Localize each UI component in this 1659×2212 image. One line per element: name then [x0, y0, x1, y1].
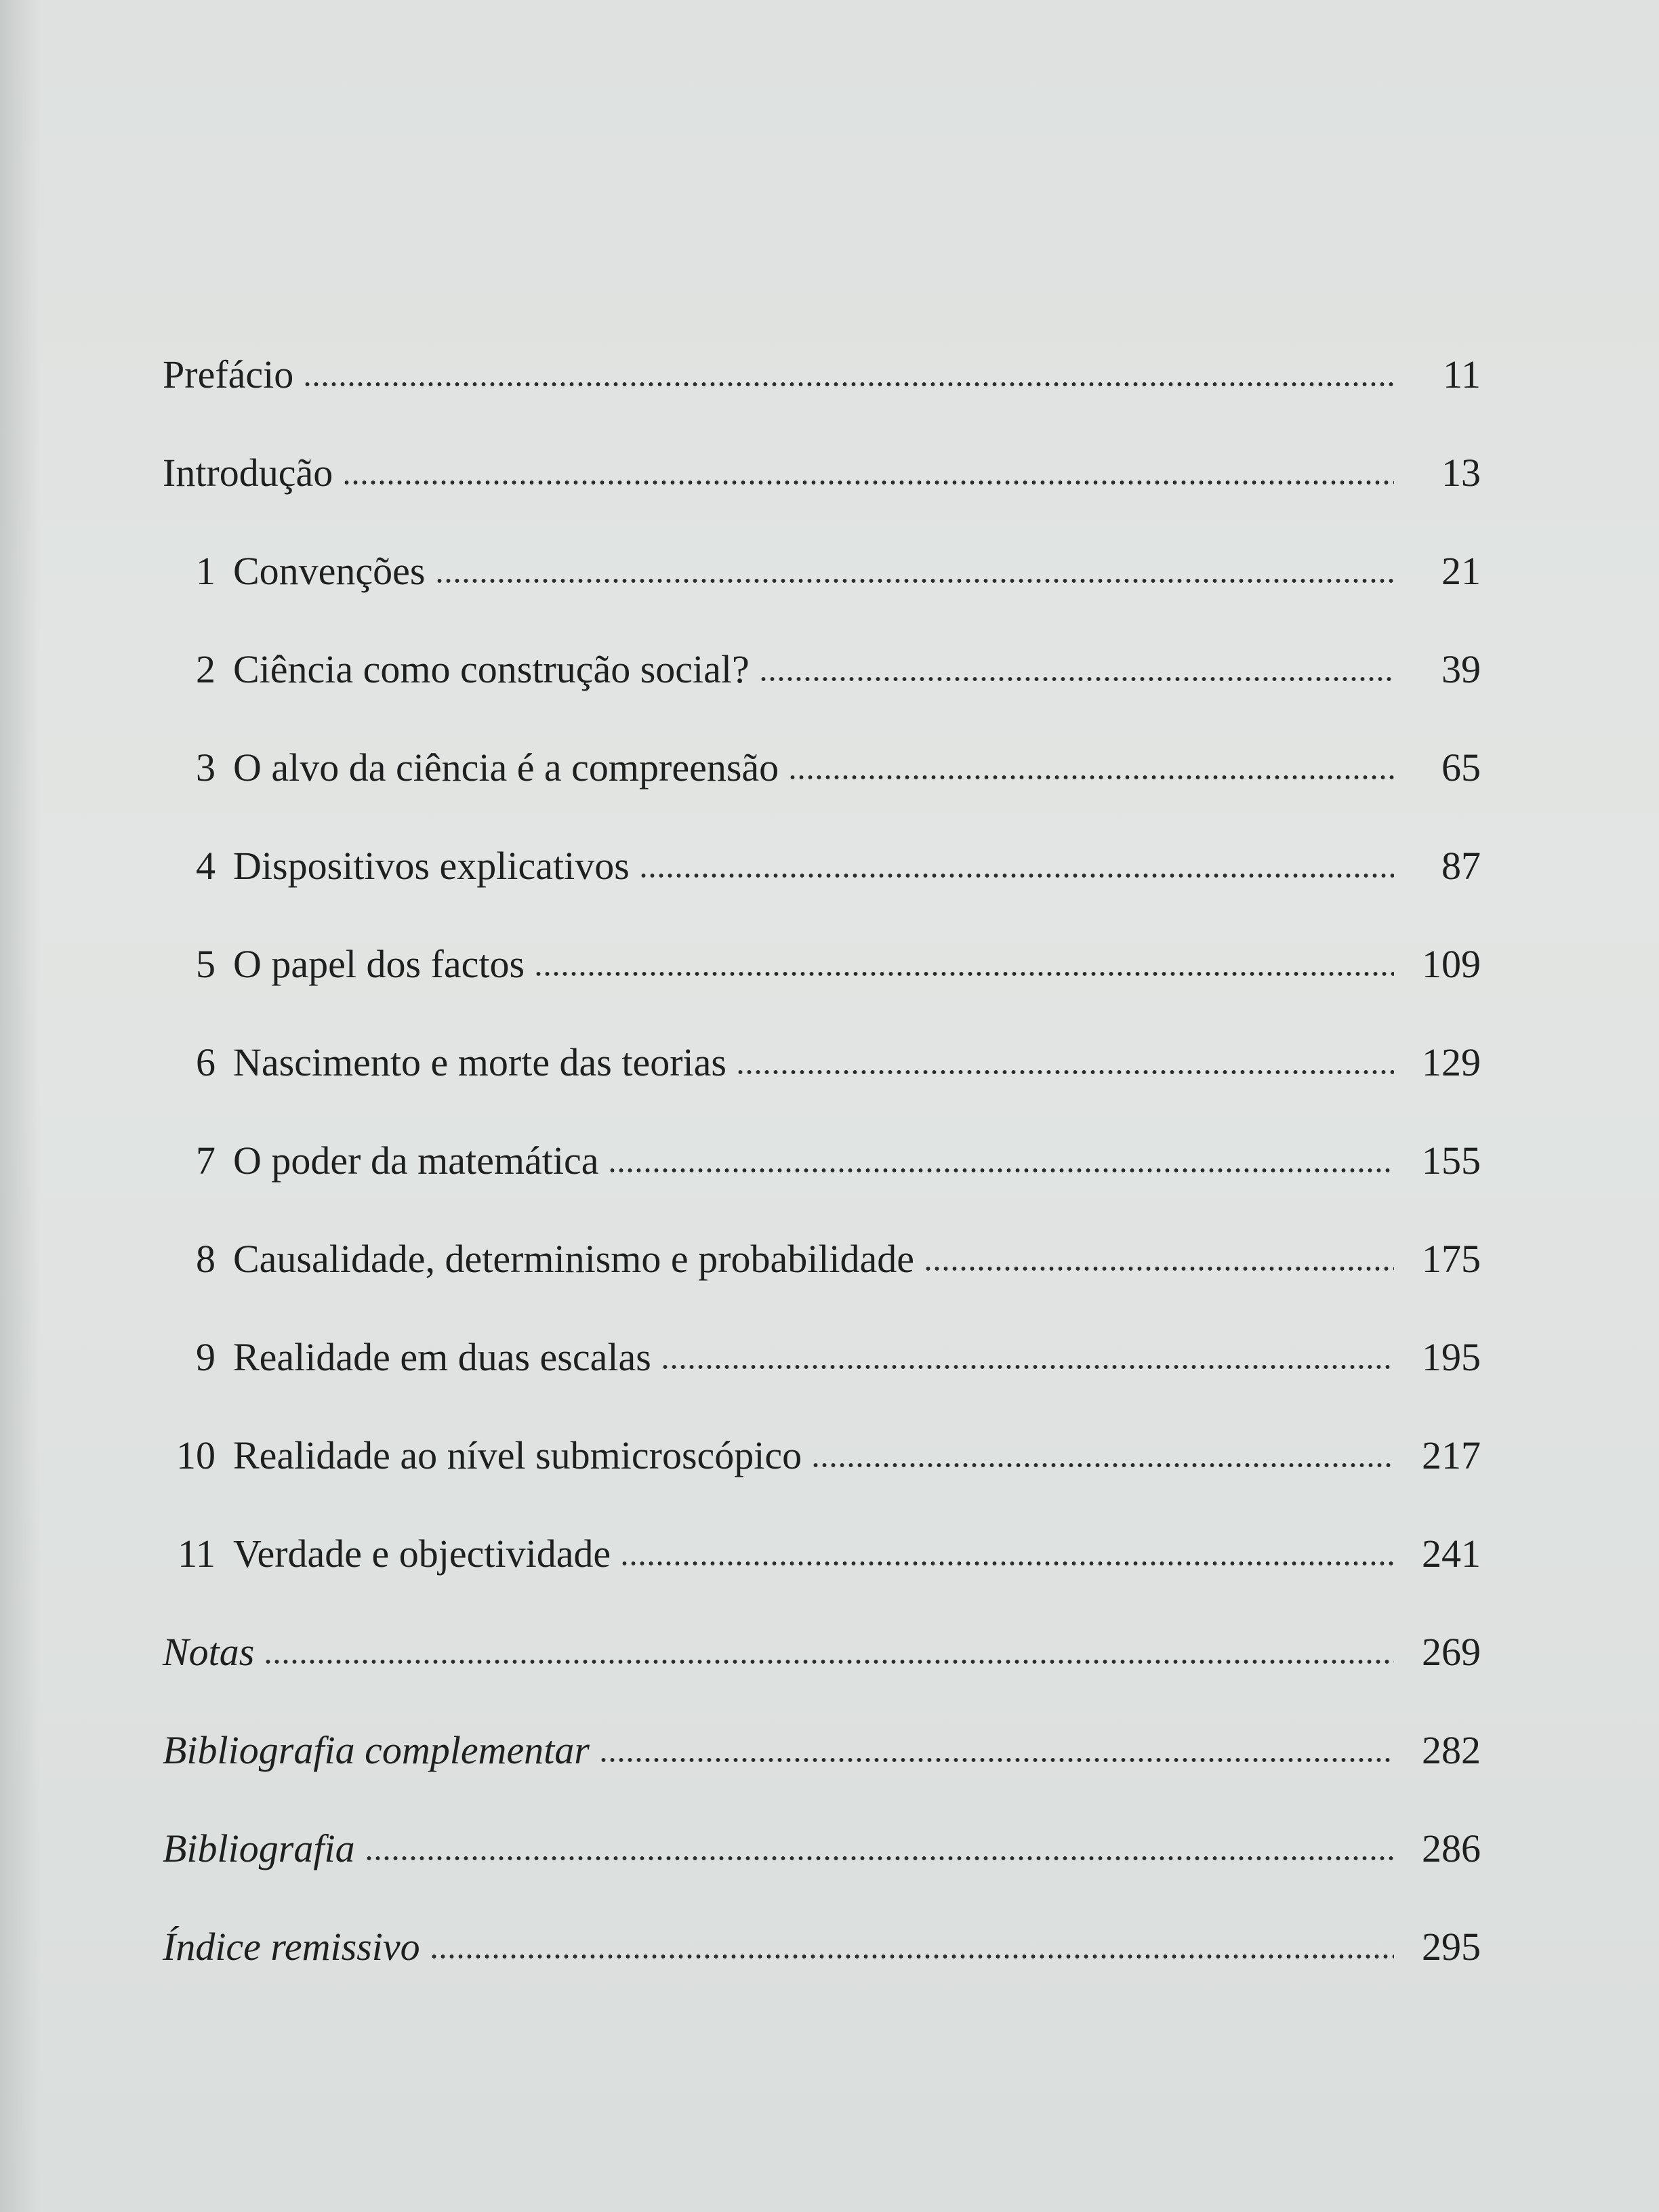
toc-entry-title: Convenções	[233, 549, 426, 593]
toc-entry-title: Notas	[163, 1630, 255, 1674]
toc-dot-leader	[264, 1658, 1394, 1665]
toc-entry-chapter-5	[163, 942, 1481, 987]
toc-chapter-number: 11	[178, 1532, 216, 1576]
toc-entry-title: Ciência como construção social?	[233, 647, 750, 691]
toc-dot-leader	[759, 676, 1394, 682]
toc-entry-bibliografia-complementar	[163, 1728, 1481, 1773]
toc-entry-bibliografia	[163, 1826, 1481, 1871]
toc-entry-title: O poder da matemática	[233, 1139, 599, 1183]
toc-entry-title: Bibliografia	[163, 1826, 355, 1870]
toc-entry-page: 21	[1441, 549, 1481, 593]
toc-dot-leader	[608, 1167, 1394, 1174]
toc-chapter-number: 4	[196, 844, 216, 888]
toc-dot-leader	[788, 774, 1394, 781]
toc-entry-page: 39	[1441, 647, 1481, 691]
toc-entry-title: Prefácio	[163, 352, 294, 396]
toc-entry-page: 13	[1441, 451, 1481, 495]
toc-entry-page: 87	[1441, 844, 1481, 888]
toc-chapter-number: 3	[196, 745, 216, 790]
toc-dot-leader	[342, 479, 1394, 486]
toc-entry-page: 282	[1422, 1728, 1481, 1772]
toc-entry-page: 295	[1422, 1925, 1481, 1969]
toc-entry-chapter-10	[163, 1433, 1481, 1478]
toc-entry-chapter-11	[163, 1532, 1481, 1576]
toc-entry-title: O papel dos factos	[233, 942, 525, 986]
toc-dot-leader	[534, 970, 1394, 977]
toc-dot-leader	[365, 1855, 1394, 1862]
toc-chapter-number: 2	[196, 647, 216, 691]
toc-dot-leader	[599, 1757, 1394, 1763]
toc-chapter-number: 1	[196, 549, 216, 593]
table-of-contents	[163, 352, 1481, 1969]
toc-entry-page: 11	[1443, 352, 1481, 396]
toc-entry-page: 241	[1422, 1532, 1481, 1576]
toc-entry-introducao	[163, 451, 1481, 495]
toc-entry-page: 129	[1422, 1040, 1481, 1084]
toc-entry-title: O alvo da ciência é a compreensão	[233, 745, 779, 790]
toc-dot-leader	[620, 1560, 1394, 1567]
toc-entry-page: 155	[1422, 1139, 1481, 1183]
toc-chapter-number: 7	[196, 1139, 216, 1183]
toc-dot-leader	[924, 1265, 1394, 1272]
toc-entry-title: Causalidade, determinismo e probabilidade	[233, 1237, 915, 1281]
toc-entry-title: Índice remissivo	[163, 1925, 420, 1969]
toc-entry-chapter-9	[163, 1335, 1481, 1380]
toc-entry-title: Dispositivos explicativos	[233, 844, 630, 888]
toc-entry-page: 269	[1422, 1630, 1481, 1674]
toc-entry-chapter-1	[163, 549, 1481, 594]
toc-chapter-number: 8	[196, 1237, 216, 1281]
toc-entry-title: Nascimento e morte das teorias	[233, 1040, 726, 1084]
toc-dot-leader	[430, 1953, 1394, 1960]
toc-entry-page: 109	[1422, 942, 1481, 986]
toc-entry-chapter-8	[163, 1237, 1481, 1282]
toc-entry-prefacio	[163, 352, 1481, 397]
toc-dot-leader	[661, 1364, 1394, 1370]
toc-entry-page: 217	[1422, 1433, 1481, 1477]
toc-chapter-number: 10	[176, 1433, 216, 1477]
toc-entry-page: 195	[1422, 1335, 1481, 1379]
toc-chapter-number: 6	[196, 1040, 216, 1084]
page-gutter-shadow	[0, 0, 41, 2212]
toc-dot-leader	[811, 1462, 1394, 1469]
toc-dot-leader	[435, 577, 1395, 584]
toc-entry-title: Bibliografia complementar	[163, 1728, 590, 1772]
toc-entry-title: Introdução	[163, 451, 333, 495]
toc-entry-title: Verdade e objectividade	[233, 1532, 611, 1576]
toc-entry-page: 175	[1422, 1237, 1481, 1281]
toc-entry-page: 286	[1422, 1826, 1481, 1870]
toc-entry-page: 65	[1441, 745, 1481, 790]
toc-entry-chapter-2	[163, 647, 1481, 692]
toc-entry-notas	[163, 1630, 1481, 1675]
toc-entry-title: Realidade em duas escalas	[233, 1335, 651, 1379]
toc-dot-leader	[736, 1069, 1394, 1076]
toc-entry-indice-remissivo	[163, 1925, 1481, 1969]
toc-entry-chapter-7	[163, 1139, 1481, 1183]
toc-dot-leader	[639, 872, 1394, 879]
toc-entry-chapter-6	[163, 1040, 1481, 1085]
toc-entry-chapter-4	[163, 844, 1481, 888]
toc-chapter-number: 9	[196, 1335, 216, 1379]
toc-entry-chapter-3	[163, 745, 1481, 790]
toc-chapter-number: 5	[196, 942, 216, 986]
toc-entry-title: Realidade ao nível submicroscópico	[233, 1433, 802, 1477]
toc-dot-leader	[303, 381, 1394, 388]
